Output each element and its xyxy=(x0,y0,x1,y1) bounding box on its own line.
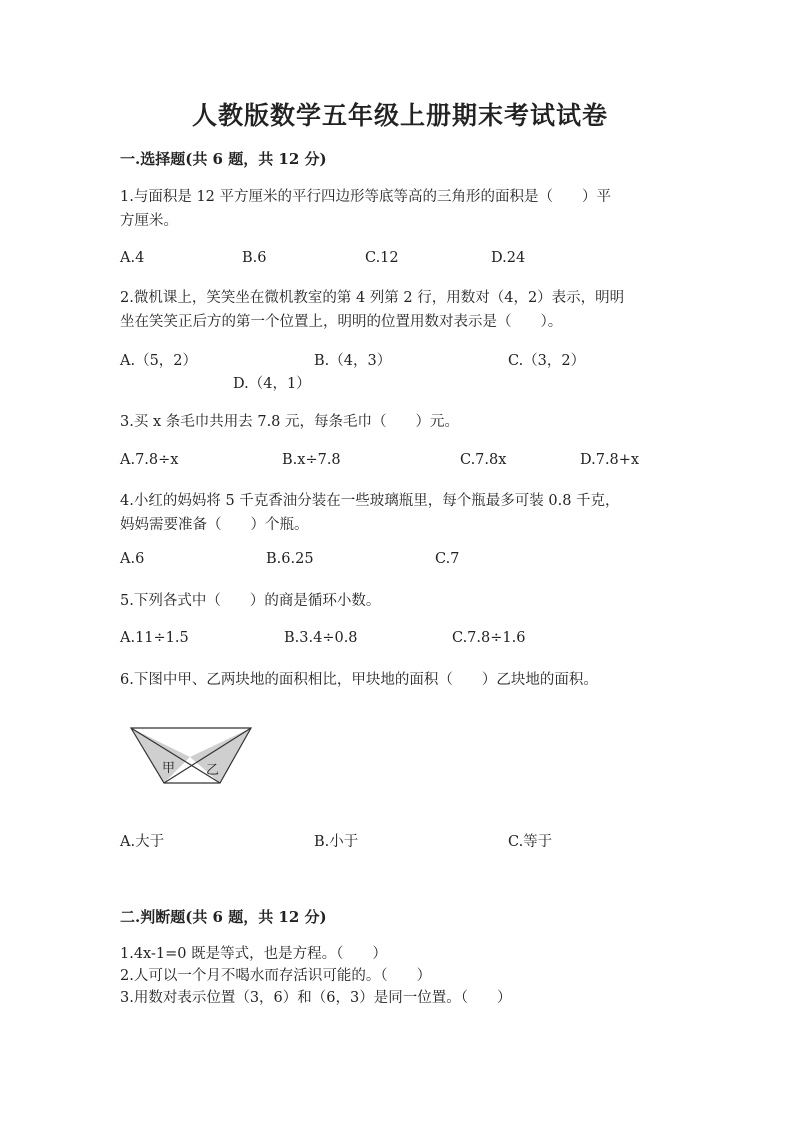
question-1-option-d: D.24 xyxy=(491,250,526,266)
question-1-option-c: C.12 xyxy=(365,250,399,266)
label-jia: 甲 xyxy=(162,761,176,776)
question-2-line-2: 坐在笑笑正后方的第一个位置上，明明的位置用数对表示是（ ）。 xyxy=(120,314,563,330)
question-2-line-1: 2.微机课上，笑笑坐在微机教室的第 4 列第 2 行，用数对（4，2）表示，明明 xyxy=(120,290,625,306)
question-3-line-1: 3.买 x 条毛巾共用去 7.8 元，每条毛巾（ ）元。 xyxy=(120,414,460,430)
question-4-option-c: C.7 xyxy=(435,551,460,567)
question-5-option-b: B.3.4÷0.8 xyxy=(284,630,358,646)
question-4-line-1: 4.小红的妈妈将 5 千克香油分装在一些玻璃瓶里，每个瓶最多可装 0.8 千克， xyxy=(120,493,620,509)
region-yi xyxy=(190,728,251,783)
question-4-option-a: A.6 xyxy=(120,551,145,567)
question-1-line-1: 1.与面积是 12 平方厘米的平行四边形等底等高的三角形的面积是（ ）平 xyxy=(120,189,612,205)
question-2-option-c: C.（3，2） xyxy=(508,353,586,369)
section-heading-judgement: 二.判断题(共 6 题，共 12 分) xyxy=(120,908,327,926)
question-2-option-b: B.（4，3） xyxy=(314,353,392,369)
question-2-option-a: A.（5，2） xyxy=(120,353,198,369)
section-heading-choice: 一.选择题(共 6 题，共 12 分) xyxy=(120,150,327,168)
question-5-line-1: 5.下列各式中（ ）的商是循环小数。 xyxy=(120,593,381,609)
judgement-item-1: 1.4x-1=0 既是等式，也是方程。（ ） xyxy=(120,946,387,962)
region-jia xyxy=(131,728,190,783)
question-5-option-c: C.7.8÷1.6 xyxy=(452,630,526,646)
question-3-option-a: A.7.8÷x xyxy=(120,452,179,468)
judgement-item-2: 2.人可以一个月不喝水而存活识可能的。（ ） xyxy=(120,968,432,984)
page-title: 人教版数学五年级上册期末考试试卷 xyxy=(191,101,608,130)
question-6-option-b: B.小于 xyxy=(314,834,359,850)
question-3-option-b: B.x÷7.8 xyxy=(282,452,341,468)
question-5-option-a: A.11÷1.5 xyxy=(120,630,189,646)
question-1-option-a: A.4 xyxy=(120,250,145,266)
question-6-figure xyxy=(128,722,254,788)
question-6-option-a: A.大于 xyxy=(120,834,165,850)
question-3-option-d: D.7.8+x xyxy=(580,452,640,468)
question-1-line-2: 方厘米。 xyxy=(120,213,178,229)
question-4-line-2: 妈妈需要准备（ ）个瓶。 xyxy=(120,517,309,533)
question-6-line-1: 6.下图中甲、乙两块地的面积相比，甲块地的面积（ ）乙块地的面积。 xyxy=(120,672,598,688)
question-4-option-b: B.6.25 xyxy=(266,551,314,567)
label-yi: 乙 xyxy=(206,763,220,778)
question-1-option-b: B.6 xyxy=(242,250,267,266)
question-2-option-d: D.（4，1） xyxy=(233,376,311,392)
judgement-item-3: 3.用数对表示位置（3，6）和（6，3）是同一位置。（ ） xyxy=(120,990,512,1006)
question-6-option-c: C.等于 xyxy=(508,834,553,850)
question-3-option-c: C.7.8x xyxy=(460,452,507,468)
